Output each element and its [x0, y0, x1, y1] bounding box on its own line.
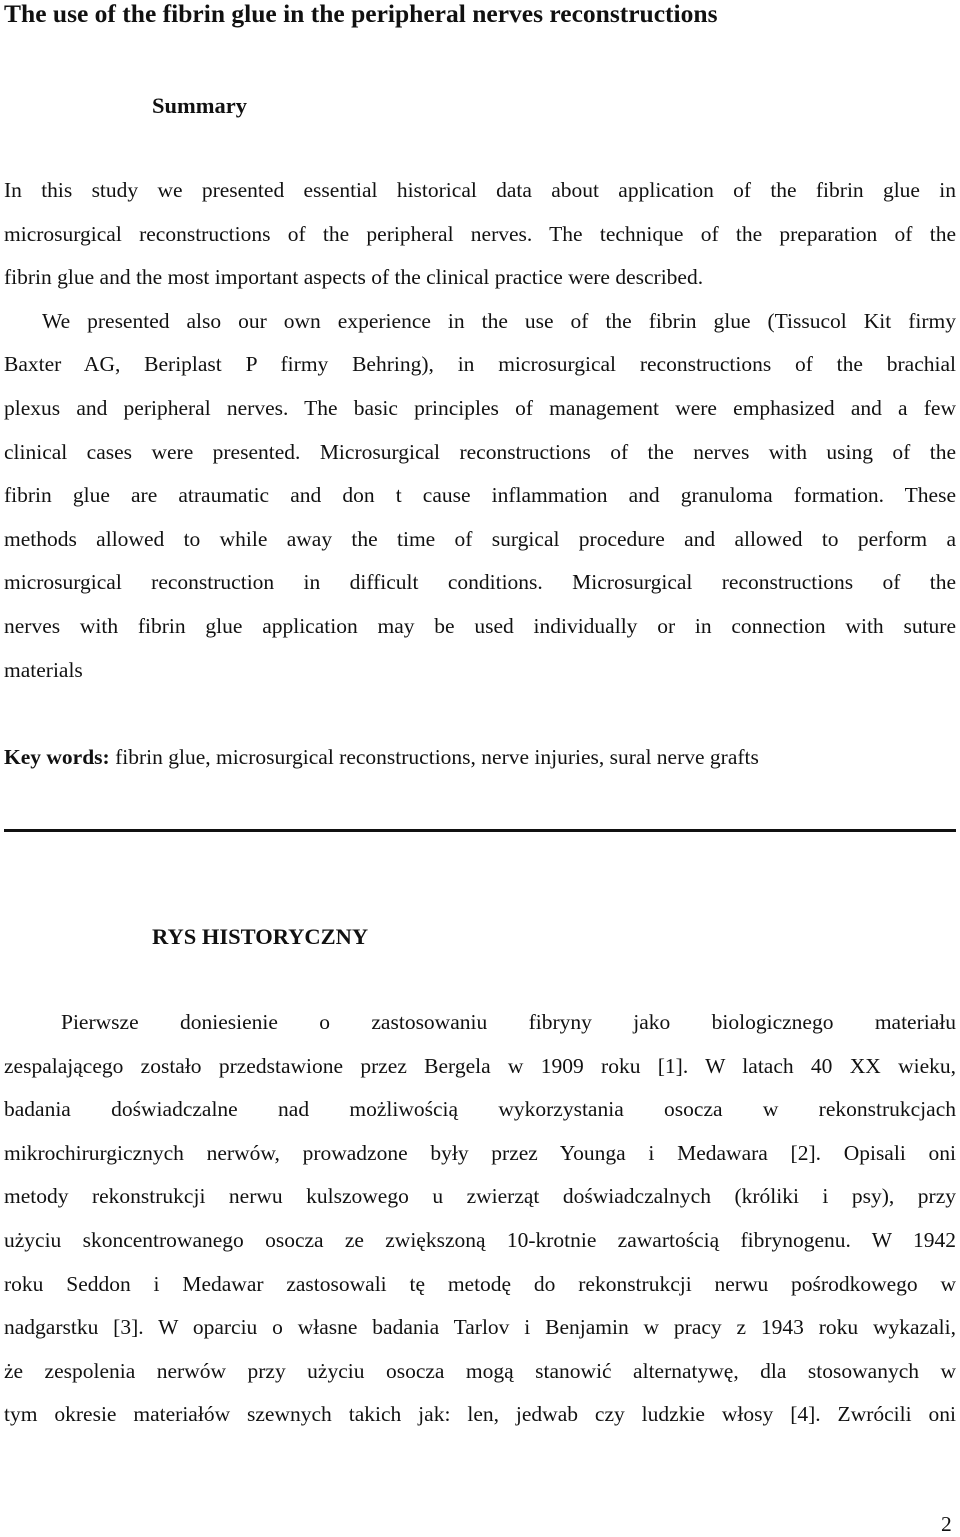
history-line: roku Seddon i Medawar zastosowali tę metodę do rekonstrukcji nerwu pośrodkowego w [4, 1271, 956, 1296]
history-line: zespalającego zostało przedstawione przez Bergela w 1909 roku [1]. W latach 40 XX wieku, [4, 1053, 956, 1078]
summary-line: We presented also our own experience in the use of the fibrin glue (Tissucol Kit firmy [42, 308, 956, 333]
summary-paragraph [4, 169, 956, 692]
history-line: mikrochirurgicznych nerwów, prowadzone były przez Younga i Medawara [2]. Opisali oni [4, 1140, 956, 1165]
summary-line: fibrin glue are atraumatic and don t cause inflammation and granuloma formation. These [4, 483, 956, 508]
summary-line: materials [4, 657, 83, 682]
summary-line: clinical cases were presented. Microsurgical reconstructions of the nerves with using of the [4, 439, 956, 464]
keywords-label: Key words: [4, 745, 110, 769]
history-paragraph [4, 1001, 956, 1437]
history-line: że zespolenia nerwów przy użyciu osocza mogą stanowić alternatywę, dla stosowanych w [4, 1358, 956, 1383]
summary-heading: Summary [152, 93, 247, 118]
keywords-text: fibrin glue, microsurgical reconstructions, nerve injuries, sural nerve grafts [109, 745, 759, 769]
history-line: Pierwsze doniesienie o zastosowaniu fibryny jako biologicznego materiału [61, 1010, 956, 1034]
history-heading: RYS HISTORYCZNY [152, 924, 369, 949]
summary-line: microsurgical reconstruction in difficult conditions. Microsurgical reconstructions of the [4, 570, 956, 595]
paper-title: The use of the fibrin glue in the peripheral nerves reconstructions [4, 0, 718, 28]
history-line: metody rekonstrukcji nerwu kulszowego u zwierząt doświadczalnych (króliki i psy), przy [4, 1184, 956, 1209]
summary-line: fibrin glue and the most important aspects of the clinical practice were described. [4, 265, 704, 290]
summary-line: Baxter AG, Beriplast P firmy Behring), in microsurgical reconstructions of the brachial [4, 352, 956, 377]
page-number: 2 [941, 1512, 952, 1536]
summary-line: microsurgical reconstructions of the peripheral nerves. The technique of the preparation of the [4, 221, 956, 246]
summary-line: nerves with fibrin glue application may be used individually or in connection with suture [4, 613, 956, 638]
summary-line: methods allowed to while away the time of surgical procedure and allowed to perform a [4, 526, 956, 551]
history-line: użyciu skoncentrowanego osocza ze zwiększoną 10-krotnie zawartością fibrynogenu. W 1942 [4, 1227, 956, 1252]
summary-line: In this study we presented essential historical data about application of the fibrin glue in [4, 178, 956, 202]
history-line: tym okresie materiałów szewnych takich jak: len, jedwab czy ludzkie włosy [4]. Zwrócili oni [4, 1402, 956, 1427]
section-divider [4, 829, 956, 832]
summary-line: plexus and peripheral nerves. The basic principles of management were emphasized and a few [4, 395, 956, 420]
history-line: badania doświadczalne nad możliwością wykorzystania osocza w rekonstrukcjach [4, 1097, 956, 1122]
history-line: nadgarstku [3]. W oparciu o własne badania Tarlov i Benjamin w pracy z 1943 roku wykazali, [4, 1315, 956, 1340]
keywords [4, 740, 759, 774]
